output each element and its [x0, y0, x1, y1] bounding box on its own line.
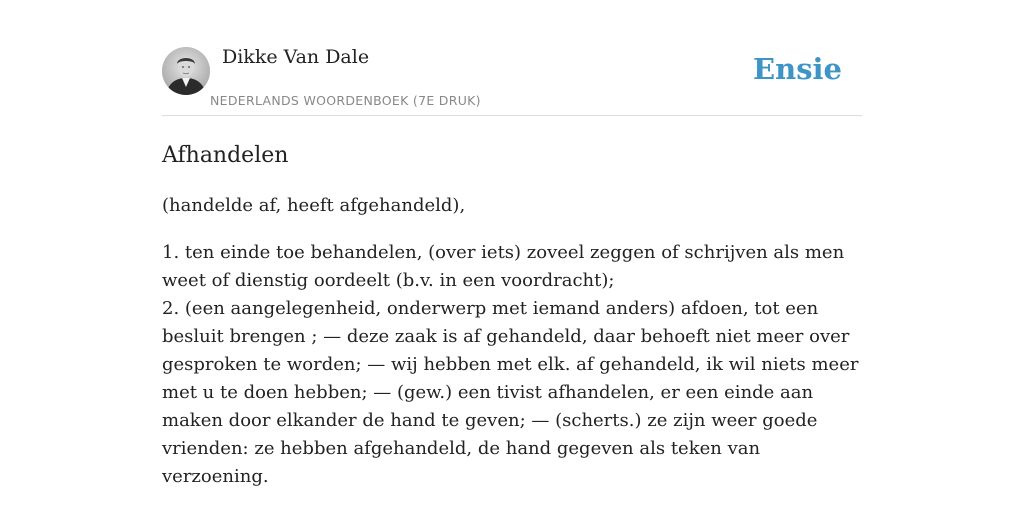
ensie-logo[interactable]: Ensie — [753, 52, 842, 86]
author-avatar[interactable] — [162, 47, 210, 95]
entry-card — [162, 40, 862, 491]
definition-item-1: 1. ten einde toe behandelen, (over iets) zoveel zeggen of schrijven als men weet of dienstig oordeelt (b.v. in een voordracht); — [162, 242, 845, 291]
entry-definition — [162, 239, 862, 491]
author-name[interactable]: Dikke Van Dale — [222, 46, 370, 68]
entry-header — [162, 40, 862, 116]
entry-title: Afhandelen — [162, 143, 289, 168]
author-portrait-image — [162, 47, 210, 95]
entry-grammar: (handelde af, heeft afgehandeld), — [162, 195, 466, 216]
definition-item-2: 2. (een aangelegenheid, onderwerp met iemand anders) afdoen, tot een besluit brengen ; — deze zaak is af gehandeld, daar behoeft niet meer over gesproken te worden; — wij hebben met elk. af gehandeld, ik wil niets meer met u te doen hebben; — (gew.) een tivist afhandelen, er een einde aan maken door elkander de hand te geven; — (scherts.) ze zijn weer goede vrienden: ze hebben afgehandeld, de hand gegeven als teken van verzoening. — [162, 298, 859, 487]
source-name[interactable]: NEDERLANDS WOORDENBOEK (7E DRUK) — [210, 93, 481, 108]
